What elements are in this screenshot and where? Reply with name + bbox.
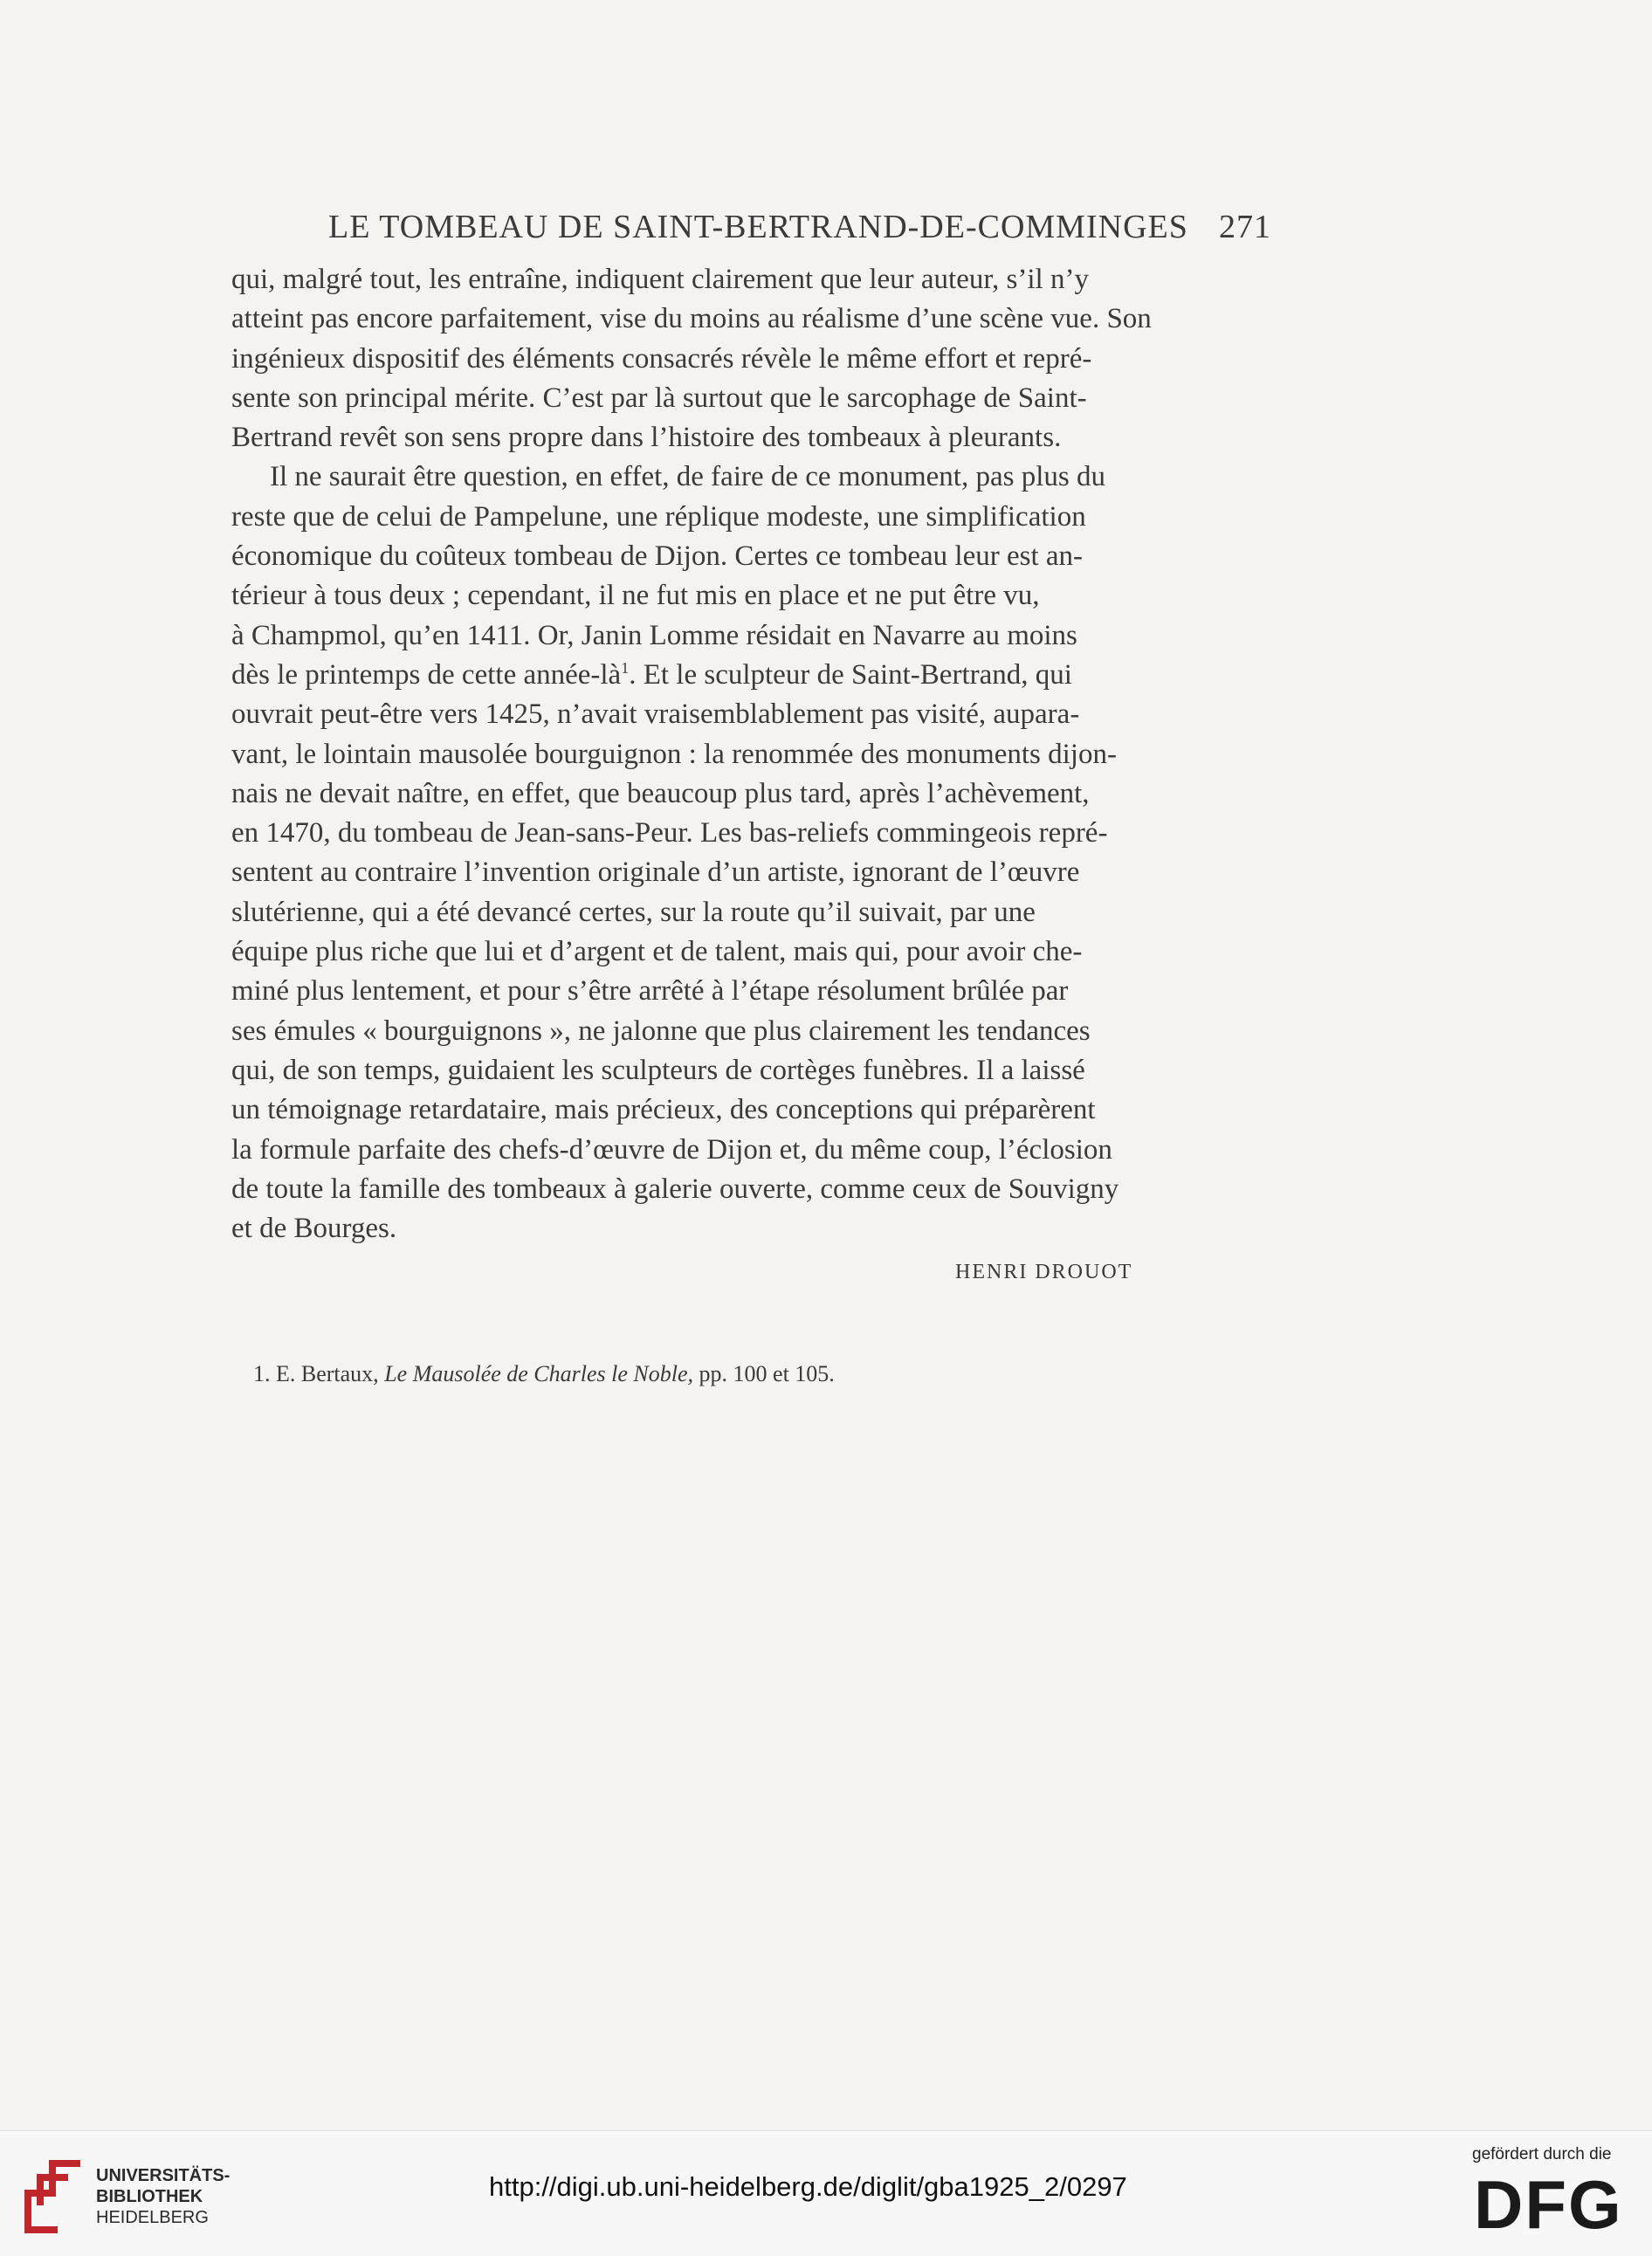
text-line: vant, le lointain mausolée bourguignon : la renommée des monuments dijon- — [231, 738, 1117, 770]
text-line: la formule parfaite des chefs-d’œuvre de Dijon et, du même coup, l’éclosion — [231, 1133, 1112, 1166]
library-logo-icon[interactable] — [19, 2155, 89, 2243]
author-signature: HENRI DROUOT — [955, 1261, 1133, 1283]
text-line: qui, malgré tout, les entraîne, indiquent clairement que leur auteur, s’il n’y — [231, 264, 1089, 295]
text-line: Bertrand revêt son sens propre dans l’histoire des tombeaux à pleurants. — [231, 422, 1062, 454]
text-line: à Champmol, qu’en 1411. Or, Janin Lomme résidait en Navarre au moins — [231, 619, 1077, 651]
page-number: 271 — [1219, 209, 1271, 245]
text-line: reste que de celui de Pampelune, une réplique modeste, une simplification — [231, 500, 1086, 533]
text-line: atteint pas encore parfaitement, vise du moins au réalisme d’une scène vue. Son — [231, 303, 1152, 335]
running-title: LE TOMBEAU DE SAINT-BERTRAND-DE-COMMINGES — [328, 209, 1188, 245]
footnote — [253, 1361, 835, 1387]
footnote-reference[interactable]: 1 — [621, 658, 630, 677]
funding-caption: gefördert durch die — [1472, 2145, 1612, 2163]
running-header — [328, 208, 1271, 246]
text-line: ses émules « bourguignons », ne jalonne que plus clairement les tendances — [231, 1015, 1091, 1047]
library-name[interactable]: UNIVERSITÄTS- BIBLIOTHEK HEIDELBERG — [96, 2166, 231, 2227]
text-line: miné plus lentement, et pour s’être arrêté à l’étape résolument brûlée par — [231, 975, 1069, 1008]
text-line-with-footnote — [231, 656, 1267, 695]
footnote-title: Le Mausolée de Charles le Noble, — [384, 1361, 694, 1386]
footnote-author: E. Bertaux, — [276, 1361, 379, 1386]
text-line: sentent au contraire l’invention originale d’un artiste, ignorant de l’œuvre — [231, 856, 1080, 889]
text-line: économique du coûteux tombeau de Dijon. Certes ce tombeau leur est an- — [231, 540, 1084, 573]
permalink-url[interactable]: http://digi.ub.uni-heidelberg.de/diglit/gba1925_2/0297 — [489, 2171, 1127, 2202]
article-body — [231, 260, 1267, 1248]
text-line: de toute la famille des tombeaux à galerie ouverte, comme ceux de Souvigny — [231, 1173, 1119, 1205]
text-line: nais ne devait naître, en effet, que beaucoup plus tard, après l’achèvement, — [231, 777, 1090, 809]
text-line: sente son principal mérite. C’est par là surtout que le sarcophage de Saint- — [231, 382, 1087, 414]
footnote-number: 1. — [253, 1361, 271, 1386]
text-line: et de Bourges. — [231, 1213, 397, 1245]
footnote-pages: pp. 100 et 105. — [699, 1361, 835, 1386]
text-line: équipe plus riche que lui et d’argent et de talent, mais qui, pour avoir che- — [231, 936, 1083, 968]
text-line: slutérienne, qui a été devancé certes, sur la route qu’il suivait, par une — [231, 896, 1036, 928]
text-line: Il ne saurait être question, en effet, de faire de ce monument, pas plus du — [270, 461, 1105, 493]
text-line: térieur à tous deux ; cependant, il ne fut mis en place et ne put être vu, — [231, 580, 1040, 612]
text-line: ouvrait peut-être vers 1425, n’avait vraisemblablement pas visité, aupara- — [231, 698, 1080, 731]
text-line: qui, de son temps, guidaient les sculpteurs de cortèges funèbres. Il a laissé — [231, 1054, 1085, 1086]
dfg-logo[interactable]: DFG — [1474, 2166, 1623, 2243]
text-line: en 1470, du tombeau de Jean-sans-Peur. Les bas-reliefs commingeois repré- — [231, 817, 1108, 849]
text-fragment: dès le printemps de cette année-$là^1$. Et le sculpteur de Saint-Bertrand, qui — [231, 658, 1072, 691]
text-line: un témoignage retardataire, mais précieux, des conceptions qui préparèrent — [231, 1094, 1096, 1126]
text-line: ingénieux dispositif des éléments consacrés révèle le même effort et repré- — [231, 342, 1092, 375]
